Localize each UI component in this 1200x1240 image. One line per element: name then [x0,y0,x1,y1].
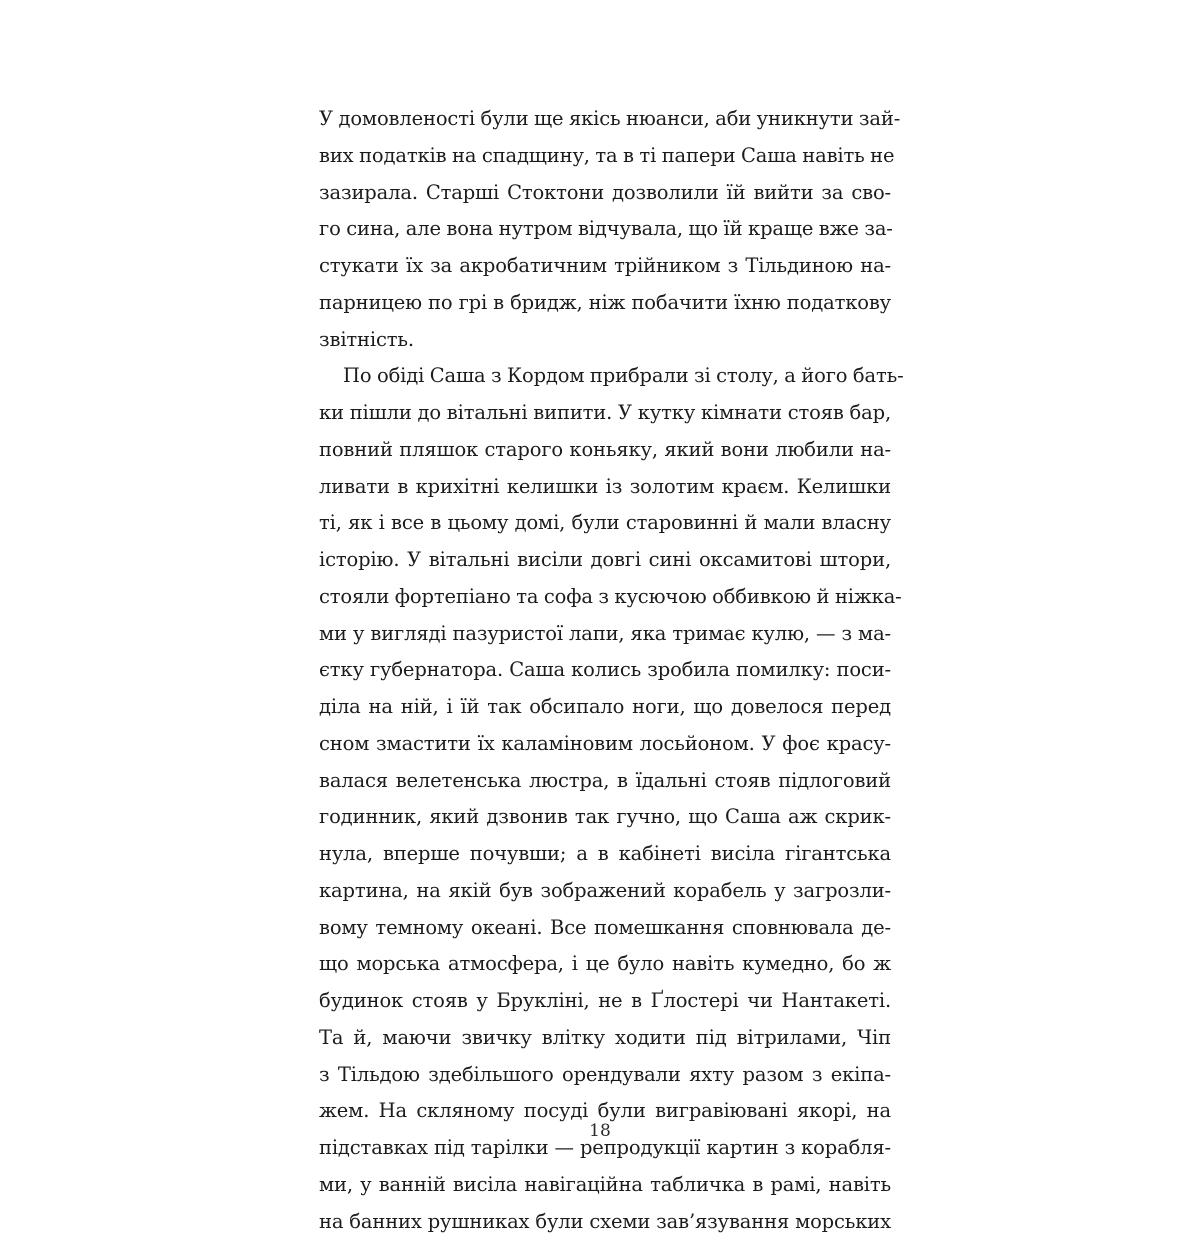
text-line: вих податків на спадщину, та в ті папери Саша навіть не [319,138,891,175]
text-line: нула, вперше почувши; а в кабінеті висіла гігантська [319,836,891,873]
text-line: годинник, який дзвонив так гучно, що Саша аж скрик- [319,799,891,836]
text-line: підставках під тарілки — репродукції картин з корабля- [319,1130,891,1167]
text-line: жем. На скляному посуді були вигравіювані якорі, на [319,1093,891,1130]
text-line: ті, як і все в цьому домі, були старовинні й мали власну [319,505,891,542]
text-line: картина, на якій був зображений корабель у загрозли- [319,873,891,910]
text-line: єтку губернатора. Саша колись зробила помилку: поси- [319,652,891,689]
text-line: валася велетенська люстра, в їдальні стояв підлоговий [319,763,891,800]
text-line: ки пішли до вітальні випити. У кутку кімнати стояв бар, [319,395,891,432]
text-line: ливати в крихітні келишки із золотим краєм. Келишки [319,469,891,506]
text-line: зазирала. Старші Стоктони дозволили їй вийти за сво- [319,175,891,212]
text-line: звітність. [319,322,891,359]
text-line: ми у вигляді пазуристої лапи, яка тримає кулю, — з ма- [319,616,891,653]
text-line: парницею по грі в бридж, ніж побачити їхню податкову [319,285,891,322]
text-line: що морська атмосфера, і це було навіть кумедно, бо ж [319,946,891,983]
text-line: Та й, маючи звичку влітку ходити під вітрилами, Чіп [319,1020,891,1057]
page-number: 18 [0,1121,1200,1141]
paragraph-2 [319,358,891,1240]
text-line: на банних рушниках були схеми зав’язування морських [319,1204,891,1240]
text-line: з Тільдою здебільшого орендували яхту разом з екіпа- [319,1057,891,1094]
text-line: сном змастити їх каламіновим лосьйоном. У фоє красу- [319,726,891,763]
text-line: У домовленості були ще якісь нюанси, аби уникнути зай- [319,101,891,138]
text-line: стукати їх за акробатичним трійником з Тільдиною на- [319,248,891,285]
text-line: повний пляшок старого коньяку, який вони любили на- [319,432,891,469]
text-line: історію. У вітальні висіли довгі сині оксамитові штори, [319,542,891,579]
text-line: стояли фортепіано та софа з кусючою оббивкою й ніжка- [319,579,891,616]
text-line: го сина, але вона нутром відчувала, що їй краще вже за- [319,211,891,248]
paragraph-1 [319,101,891,358]
text-line: діла на ній, і їй так обсипало ноги, що довелося перед [319,689,891,726]
text-line: ми, у ванній висіла навігаційна табличка в рамі, навіть [319,1167,891,1204]
text-line: По обіді Саша з Кордом прибрали зі столу, а його бать- [319,358,891,395]
text-line: будинок стояв у Брукліні, не в Ґлостері чи Нантакеті. [319,983,891,1020]
text-line: вому темному океані. Все помешкання сповнювала де- [319,910,891,947]
book-page [319,101,891,1240]
